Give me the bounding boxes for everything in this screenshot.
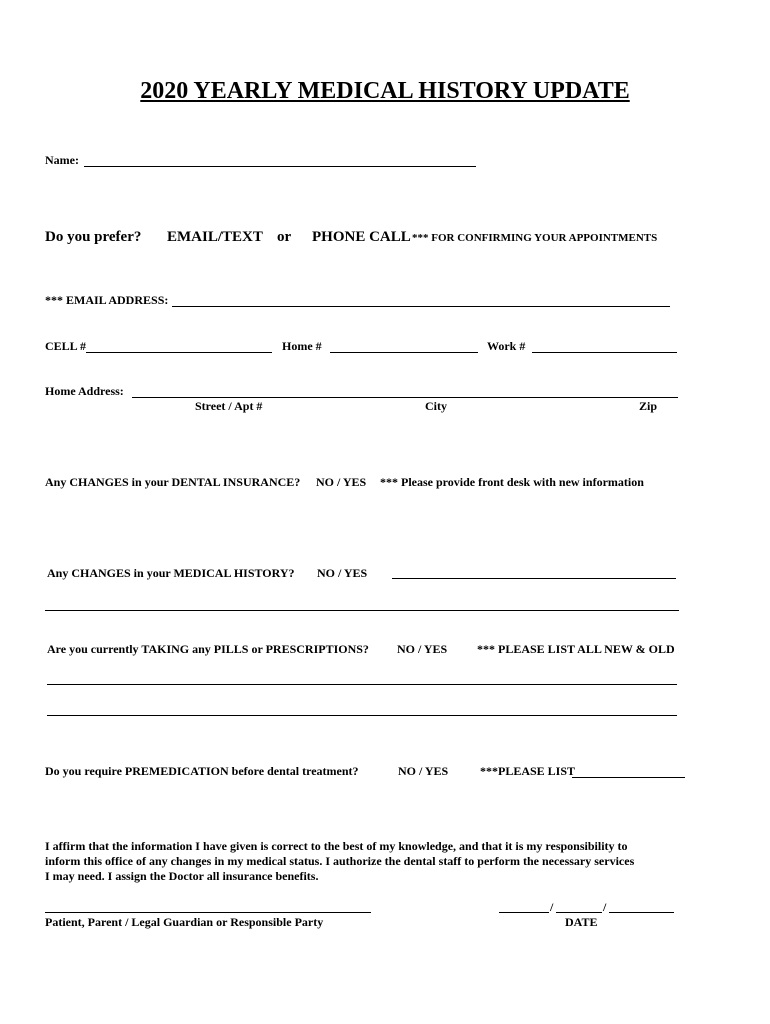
email-label: *** EMAIL ADDRESS: — [45, 293, 169, 307]
home-address-field[interactable] — [132, 397, 678, 398]
pills-options[interactable]: NO / YES — [397, 642, 448, 656]
home-phone-label: Home # — [282, 339, 322, 353]
street-caption: Street / Apt # — [195, 399, 263, 413]
prefer-note: *** FOR CONFIRMING YOUR APPOINTMENTS — [412, 232, 658, 244]
zip-caption: Zip — [639, 399, 658, 413]
city-caption: City — [425, 399, 447, 413]
date-year-field[interactable] — [609, 912, 674, 913]
insurance-options[interactable]: NO / YES — [316, 475, 367, 489]
cell-field[interactable] — [86, 352, 272, 353]
date-slash-1: / — [550, 900, 554, 914]
pills-question: Are you currently TAKING any PILLS or PRESCRIPTIONS? — [47, 642, 369, 656]
premed-list-field[interactable] — [572, 777, 685, 778]
home-phone-field[interactable] — [330, 352, 478, 353]
date-slash-2: / — [603, 900, 607, 914]
work-phone-field[interactable] — [532, 352, 677, 353]
or-label: or — [277, 229, 292, 245]
medical-details-line-1[interactable] — [392, 578, 676, 579]
pills-list-line-2[interactable] — [47, 715, 677, 716]
option-email-text[interactable]: EMAIL/TEXT — [167, 229, 263, 245]
email-field[interactable] — [172, 306, 670, 307]
premed-options[interactable]: NO / YES — [398, 764, 449, 778]
affirm-line-1: I affirm that the information I have given is correct to the best of my knowledge, and that it is my responsibility to — [45, 839, 628, 853]
affirm-line-2: inform this office of any changes in my medical status. I authorize the dental staff to perform the necessary services — [45, 854, 635, 868]
date-day-field[interactable] — [556, 912, 602, 913]
medical-options[interactable]: NO / YES — [317, 566, 368, 580]
affirm-line-3: I may need. I assign the Doctor all insurance benefits. — [45, 869, 319, 883]
option-phone-call[interactable]: PHONE CALL — [312, 229, 411, 245]
date-label: DATE — [565, 915, 598, 929]
work-phone-label: Work # — [487, 339, 526, 353]
signature-label: Patient, Parent / Legal Guardian or Responsible Party — [45, 915, 324, 929]
pills-note: *** PLEASE LIST ALL NEW & OLD — [477, 642, 675, 656]
premed-note: ***PLEASE LIST — [480, 764, 576, 778]
signature-field[interactable] — [45, 912, 371, 913]
premed-question: Do you require PREMEDICATION before dental treatment? — [45, 764, 359, 778]
home-address-label: Home Address: — [45, 384, 124, 398]
medical-details-line-2[interactable] — [45, 610, 679, 611]
medical-question: Any CHANGES in your MEDICAL HISTORY? — [47, 566, 295, 580]
prefer-question: Do you prefer? — [45, 229, 142, 245]
insurance-note: *** Please provide front desk with new information — [380, 475, 644, 489]
pills-list-line-1[interactable] — [47, 684, 677, 685]
name-field[interactable] — [84, 166, 476, 167]
page-title: 2020 YEARLY MEDICAL HISTORY UPDATE — [140, 78, 630, 104]
cell-label: CELL # — [45, 339, 87, 353]
insurance-question: Any CHANGES in your DENTAL INSURANCE? — [45, 475, 301, 489]
date-month-field[interactable] — [499, 912, 549, 913]
name-label: Name: — [45, 153, 79, 167]
